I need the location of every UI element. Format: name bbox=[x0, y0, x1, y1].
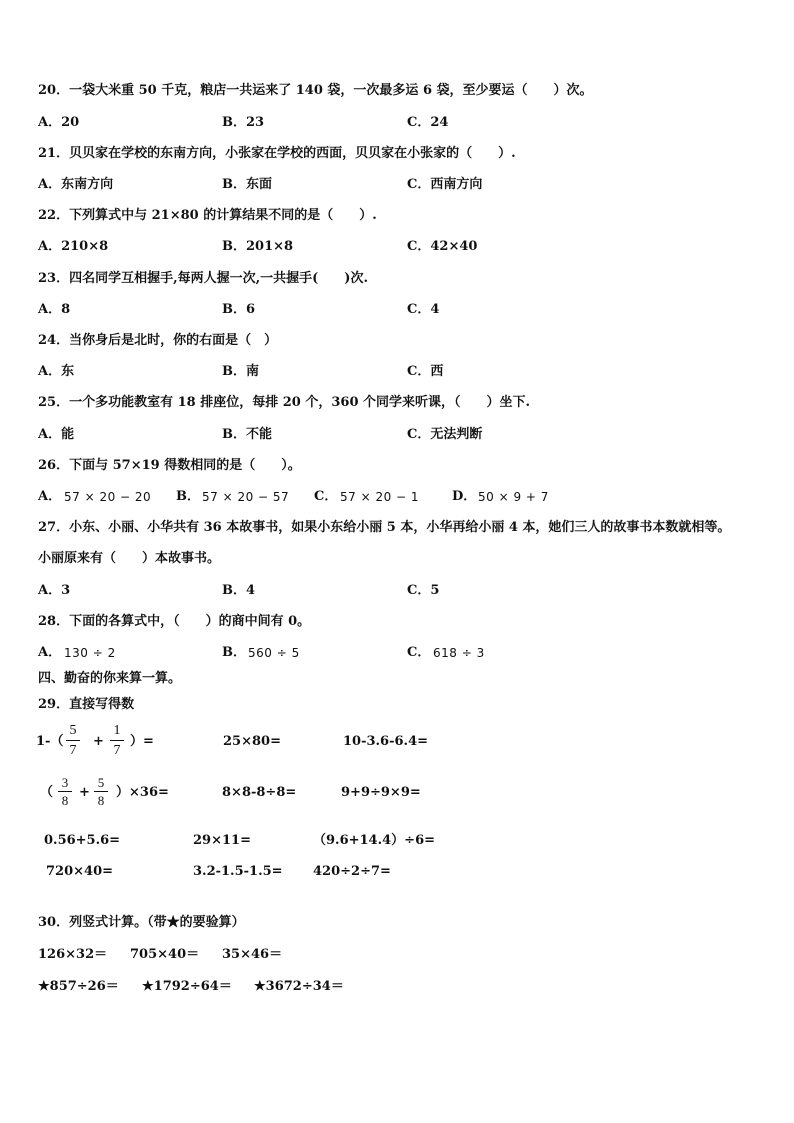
q29-row3-col1: 0.56+5.6= bbox=[44, 833, 121, 848]
question-26-option-d-label: D． bbox=[452, 489, 477, 504]
question-20-option-c: C．24 bbox=[407, 115, 449, 130]
question-27-option-a: A．3 bbox=[38, 583, 71, 598]
q29-row1-col3: 10-3.6-6.4= bbox=[343, 734, 429, 749]
question-23-option-a: A．8 bbox=[38, 302, 71, 317]
question-21-option-c: C．西南方向 bbox=[407, 177, 483, 192]
q30-row1-col3: 35×46＝ bbox=[222, 947, 283, 962]
question-24-option-b: B．南 bbox=[222, 364, 259, 379]
q29-row4-col1: 720×40= bbox=[46, 864, 114, 879]
section-4-heading: 四、勤奋的你来算一算。 bbox=[38, 671, 182, 686]
q29-row2-plus: + bbox=[79, 785, 90, 800]
question-28-stem: 28．下面的各算式中，（ ）的商中间有 0。 bbox=[38, 614, 311, 629]
question-24-option-a: A．东 bbox=[38, 364, 75, 379]
q29-row2-col2: 8×8-8÷8= bbox=[222, 785, 297, 800]
question-28-option-a-expr: 130 ÷ 2 bbox=[64, 646, 116, 660]
question-28-option-a-label: A． bbox=[38, 645, 62, 660]
question-27-stem: 27．小东、小丽、小华共有 36 本故事书，如果小东给小丽 5 本，小华再给小丽 4 本，她们三人的故事书本数就相等。 bbox=[38, 520, 731, 535]
q29-row2-prefix: （ bbox=[40, 785, 54, 800]
question-26-option-c-label: C． bbox=[314, 489, 338, 504]
fraction-5-7: 5 7 bbox=[66, 722, 80, 759]
q29-row4-col3: 420÷2÷7= bbox=[313, 864, 391, 879]
q29-row2-col3: 9+9÷9×9= bbox=[341, 785, 421, 800]
question-26-option-b-expr: 57 × 20 − 57 bbox=[202, 490, 290, 504]
question-23-option-c: C．4 bbox=[407, 302, 440, 317]
q29-row1-prefix: 1-（ bbox=[36, 734, 64, 749]
question-22-option-a: A．210×8 bbox=[38, 239, 109, 254]
question-20-stem: 20．一袋大米重 50 千克，粮店一共运来了 140 袋，一次最多运 6 袋，至少要运（ ）次。 bbox=[38, 83, 593, 98]
question-26-option-d-expr: 50 × 9 + 7 bbox=[478, 490, 549, 504]
q29-row1-col2: 25×80= bbox=[223, 734, 281, 749]
question-27-stem-continued: 小丽原来有（ ）本故事书。 bbox=[38, 551, 221, 566]
q30-row1-col1: 126×32＝ bbox=[38, 947, 108, 962]
question-22-option-c: C．42×40 bbox=[407, 239, 478, 254]
question-21-stem: 21．贝贝家在学校的东南方向，小张家在学校的西面，贝贝家在小张家的（ ）. bbox=[38, 146, 516, 161]
question-21-option-a: A．东南方向 bbox=[38, 177, 114, 192]
question-25-option-a: A．能 bbox=[38, 427, 75, 442]
q30-row2-col3: ★3672÷34＝ bbox=[254, 979, 344, 994]
question-26-option-a-label: A． bbox=[38, 489, 62, 504]
question-29-title: 29．直接写得数 bbox=[38, 697, 135, 712]
question-25-stem: 25．一个多功能教室有 18 排座位，每排 20 个，360 个同学来听课，（ ）坐下. bbox=[38, 395, 531, 410]
question-26-stem: 26．下面与 57×19 得数相同的是（ ）。 bbox=[38, 458, 301, 473]
q30-row1-col2: 705×40＝ bbox=[130, 947, 200, 962]
fraction-1-7: 1 7 bbox=[110, 722, 124, 759]
q30-row2-col1: ★857÷26＝ bbox=[38, 979, 119, 994]
question-28-option-b-label: B． bbox=[222, 645, 246, 660]
q29-row4-col2: 3.2-1.5-1.5= bbox=[193, 864, 283, 879]
fraction-3-8: 3 8 bbox=[58, 775, 72, 808]
q29-row2-suffix: ）×36= bbox=[116, 785, 169, 800]
question-28-option-b-expr: 560 ÷ 5 bbox=[248, 646, 300, 660]
question-23-stem: 23．四名同学互相握手,每两人握一次,一共握手( )次. bbox=[38, 271, 368, 286]
q29-row1-plus: + bbox=[93, 734, 104, 749]
question-28-option-c-expr: 618 ÷ 3 bbox=[433, 646, 485, 660]
q30-row2-col2: ★1792÷64＝ bbox=[142, 979, 232, 994]
question-24-stem: 24．当你身后是北时，你的右面是（ ） bbox=[38, 333, 278, 348]
question-21-option-b: B．东面 bbox=[222, 177, 272, 192]
fraction-5-8: 5 8 bbox=[94, 775, 108, 808]
question-27-option-c: C．5 bbox=[407, 583, 440, 598]
question-26-option-c-expr: 57 × 20 − 1 bbox=[340, 490, 420, 504]
question-23-option-b: B．6 bbox=[222, 302, 256, 317]
question-24-option-c: C．西 bbox=[407, 364, 444, 379]
question-27-option-b: B．4 bbox=[222, 583, 256, 598]
question-22-stem: 22．下列算式中与 21×80 的计算结果不同的是（ ）. bbox=[38, 208, 377, 223]
question-20-option-b: B．23 bbox=[222, 115, 265, 130]
q29-row3-col3: （9.6+14.4）÷6= bbox=[313, 833, 436, 848]
question-26-option-b-label: B． bbox=[176, 489, 200, 504]
question-30-title: 30．列竖式计算。（带★的要验算） bbox=[38, 915, 245, 930]
question-20-option-a: A．20 bbox=[38, 115, 80, 130]
question-25-option-b: B．不能 bbox=[222, 427, 272, 442]
question-22-option-b: B．201×8 bbox=[222, 239, 294, 254]
question-25-option-c: C．无法判断 bbox=[407, 427, 483, 442]
q29-row1-suffix: ）= bbox=[130, 734, 154, 749]
q29-row3-col2: 29×11= bbox=[193, 833, 251, 848]
question-28-option-c-label: C． bbox=[407, 645, 431, 660]
question-26-option-a-expr: 57 × 20 − 20 bbox=[64, 490, 152, 504]
